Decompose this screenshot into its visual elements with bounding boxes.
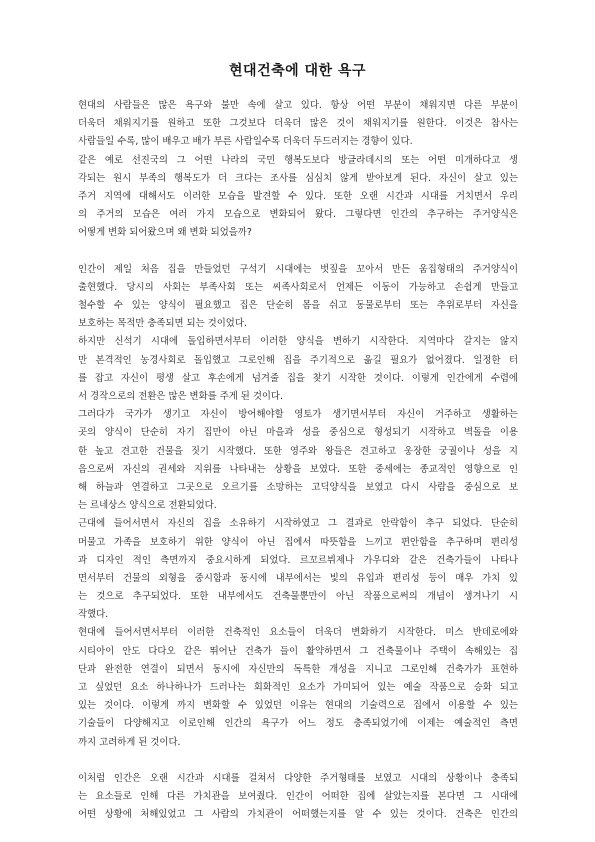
text-line: 출현했다. 당시의 사회는 부족사회 또는 씨족사회로서 언제든 이동이 가능하고 손쉽게 만들고 bbox=[78, 281, 518, 293]
text-line: 를 잡고 자신이 평생 살고 후손에게 넘겨줄 집을 찾기 시작한 것이다. 이렇게 인간에게 수렴에 bbox=[78, 372, 518, 384]
document-title: 현대건축에 대한 욕구 bbox=[229, 63, 366, 79]
paragraph bbox=[78, 152, 518, 243]
text-line: 는 요소들로 인해 다른 가치관을 보여줬다. 인간이 어떠한 집에 살았는지를 본다면 그 시대에 bbox=[78, 791, 518, 803]
paragraph bbox=[78, 97, 518, 152]
text-line: 단과 완전한 연결이 되면서 동시에 자신만의 독특한 개성을 지니고 그로인해 건축가가 표현하 bbox=[78, 663, 518, 675]
text-line: 기술들이 다양해지고 이로인해 인간의 욕구가 어느 정도 충족되었기에 이제는 예술적인 측면 bbox=[78, 718, 518, 730]
text-line: 한 높고 견고한 건물을 짓기 시작했다. 또한 영주와 왕들은 견고하고 웅장한 궁궐이나 성을 지 bbox=[78, 445, 518, 457]
document-body bbox=[78, 97, 518, 825]
paragraph bbox=[78, 515, 518, 624]
text-line: 만 본격적인 농경사회로 돌입했고 그로인해 집을 주기적으로 옮길 필요가 없어졌다. 일정한 터 bbox=[78, 354, 518, 366]
text-line: 머물고 가족을 보호하기 위한 양식이 아닌 집에서 따뜻함을 느끼고 편안함을 추구하며 편리성 bbox=[78, 536, 518, 548]
text-line: 각되는 원시 부족의 행복도가 더 크다는 조사를 심심치 않게 받아보게 된다. 자신이 살고 있는 bbox=[78, 172, 518, 184]
paragraph bbox=[78, 624, 518, 751]
text-line: 주거 지역에 대해서도 이러한 모습을 발견할 수 있다. 또한 오랜 시간과 시대를 거치면서 우리 bbox=[78, 190, 518, 202]
text-line: 있는 것이다. 이렇게 까지 변화할 수 있었던 이유는 현대의 기술력으로 집에서 이용할 수 있는 bbox=[78, 700, 518, 712]
text-line: 작했다. bbox=[78, 609, 109, 621]
text-line: 과 디자인 적인 측면까지 중요시하게 되었다. 르꼬르뷔제나 가우디와 같은 건축가들이 나타나 bbox=[78, 554, 518, 566]
text-line: 현대에 들어서면서부터 이러한 건축적인 요소들이 더욱더 변화하기 시작한다. 미스 반데로에와 bbox=[78, 627, 518, 639]
paragraph bbox=[78, 770, 518, 825]
text-line: 철수할 수 있는 양식이 필요했고 집은 단순히 몸을 쉬고 동물로부터 또는 추위로부터 자신을 bbox=[78, 300, 518, 312]
text-line: 근대에 들어서면서 자신의 집을 소유하기 시작하였고 그 결과로 안락함이 추구 되었다. 단순히 bbox=[78, 518, 518, 530]
text-line: 의 주거의 모습은 여러 가지 모습으로 변화되어 왔다. 그렇다면 인간의 추구하는 주거양식은 bbox=[78, 209, 518, 221]
paragraph-gap bbox=[78, 243, 518, 261]
text-line: 어떤 상황에 처해있었고 그 사람의 가치관이 어떠했는지를 알 수 있는 것이다. 건축은 인간의 bbox=[78, 809, 518, 821]
text-line: 이처럼 인간은 오랜 시간과 시대를 걸쳐서 다양한 주거형태를 보였고 시대의 상황이나 충족되 bbox=[78, 772, 518, 784]
text-line: 음으로써 자신의 권세와 지위를 나타내는 상황을 보였다. 또한 중세에는 종교적인 영향으로 인 bbox=[78, 463, 518, 475]
text-line: 해 하늘과 연결하고 그곳으로 오르기를 소망하는 고딕양식을 보였고 다시 사람을 중심으로 보 bbox=[78, 481, 518, 493]
paragraph-gap bbox=[78, 752, 518, 770]
text-line: 사람들일 수록, 많이 배우고 배가 부른 사람일수록 더욱더 두드러지는 경향이 있다. bbox=[78, 136, 413, 148]
text-line: 고 싶었던 요소 하나하나가 드러나는 회화적인 요소가 가미되어 있는 예술 작품으로 승화 되고 bbox=[78, 682, 518, 693]
paragraph bbox=[78, 406, 518, 515]
text-line: 까지 고려하게 된 것이다. bbox=[78, 736, 181, 748]
text-line: 더욱더 채워지기를 원하고 또한 그것보다 더욱더 많은 것이 채워지기를 원한다. 이것은 참사는 bbox=[78, 118, 518, 130]
text-line: 보호하는 목적만 충족되면 되는 것이었다. bbox=[78, 318, 247, 330]
text-line: 면서부터 건물의 외형을 중시함과 동시에 내부에서는 빛의 유입과 편리성 등이 매우 가치 있 bbox=[78, 572, 518, 584]
text-line: 현대의 사람들은 많은 욕구와 불만 속에 살고 있다. 항상 어떤 부분이 채워지면 다른 부분이 bbox=[78, 100, 518, 111]
text-line: 인간이 제일 처음 집을 만들었던 구석기 시대에는 벗짚을 꼬아서 만든 움집형태의 주거양식이 bbox=[78, 263, 518, 275]
text-line: 서 경작으로의 전환은 많은 변화를 주게 된 것이다. bbox=[78, 391, 283, 402]
text-line: 같은 예로 선진국의 그 어떤 나라의 국민 행복도보다 방글라데시의 또는 어떤 미개하다고 생 bbox=[78, 154, 518, 166]
paragraph bbox=[78, 333, 518, 406]
text-line: 하지만 신석기 시대에 돌입하면서부터 이러한 양식을 변하기 시작한다. 지역마다 갈지는 않지 bbox=[78, 336, 518, 348]
text-line: 어떻게 변화 되어왔으며 왜 변화 되었을까? bbox=[78, 227, 252, 239]
text-line: 곳의 양식이 단순히 자기 집만이 아닌 마을과 성을 중심으로 형성되기 시작하고 벽돌을 이용 bbox=[78, 427, 518, 439]
text-line: 그러다가 국가가 생기고 자신이 방어해야할 영토가 생기면서부터 자신이 거주하고 생활하는 bbox=[78, 409, 518, 421]
text-line: 시티아이 안도 다다오 같은 뛰어난 건축가 들이 활약하면서 그 건축물이나 주택이 속해있는 집 bbox=[78, 645, 518, 657]
text-line: 는 르네상스 양식으로 전환되었다. bbox=[78, 500, 217, 512]
text-line: 는 것으로 추구되었다. 또한 내부에서도 건축물뿐만이 아닌 작품으로써의 개념이 생겨나기 시 bbox=[78, 591, 518, 603]
paragraph bbox=[78, 261, 518, 334]
